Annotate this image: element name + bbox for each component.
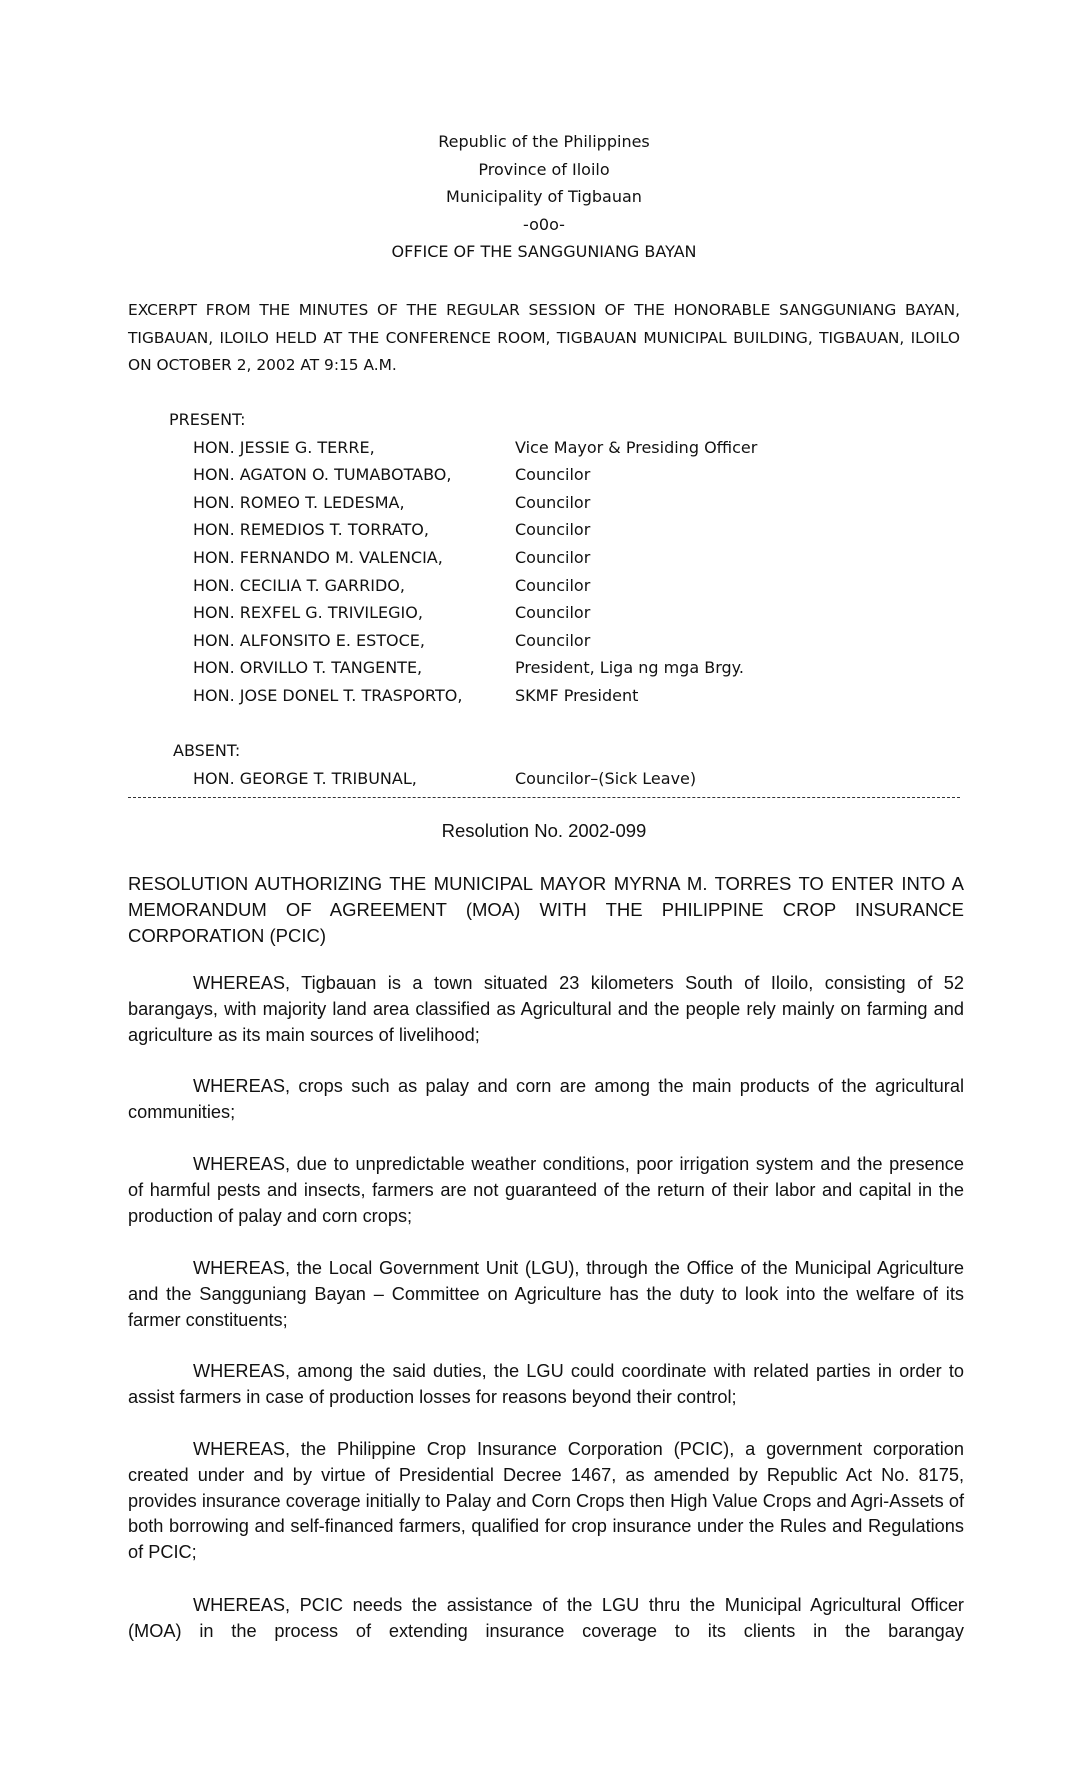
- attendee-row: [0, 544, 900, 572]
- attendee-name: HON. JESSIE G. TERRE,: [193, 437, 375, 457]
- whereas-clause: WHEREAS, Tigbauan is a town situated 23 kilometers South of Iloilo, consisting of 52 barangays, with majority land area classified as Agricultural and the people rely mainly on farming and agriculture as its main sources of livelihood;: [128, 973, 964, 1045]
- attendee-role: Councilor: [515, 575, 591, 595]
- attendee-name: HON. AGATON O. TUMABOTABO,: [193, 465, 452, 485]
- absentee-row: [0, 765, 900, 793]
- attendee-row: [0, 434, 900, 462]
- attendee-role: Councilor: [515, 465, 591, 485]
- whereas-clause: WHEREAS, the Philippine Crop Insurance Corporation (PCIC), a government corporation created under and by virtue of Presidential Decree 1467, as amended by Republic Act No. 8175, provides insurance coverage initially to Palay and Corn Crops then High Value Crops and Agri-Assets of both borrowing and self-financed farmers, qualified for crop insurance under the Rules and Regulations of PCIC;: [128, 1439, 964, 1563]
- attendee-row: [0, 516, 900, 544]
- absent-heading: ABSENT:: [173, 741, 241, 760]
- letterhead-province: Province of Iloilo: [478, 159, 610, 179]
- attendee-role: Councilor: [515, 520, 591, 540]
- letterhead: [0, 128, 1088, 266]
- letterhead-country: Republic of the Philippines: [438, 132, 650, 151]
- whereas-clause: WHEREAS, crops such as palay and corn are among the main products of the agricultural communities;: [128, 1076, 964, 1122]
- whereas-clause: WHEREAS, among the said duties, the LGU could coordinate with related parties in order to assist farmers in case of production losses for reasons beyond their control;: [128, 1361, 964, 1407]
- dashed-divider: [128, 797, 960, 798]
- attendee-name: HON. REXFEL G. TRIVILEGIO,: [193, 603, 423, 623]
- attendee-row: [0, 627, 900, 655]
- whereas-clause: WHEREAS, PCIC needs the assistance of the LGU thru the Municipal Agricultural Officer (MOA) in the process of extending insurance coverage to its clients in the barangay: [128, 1595, 964, 1641]
- attendee-name: HON. ROMEO T. LEDESMA,: [193, 492, 405, 512]
- absentee-role: Councilor–(Sick Leave): [515, 768, 697, 788]
- attendee-name: HON. REMEDIOS T. TORRATO,: [193, 520, 429, 540]
- resolution-title: RESOLUTION AUTHORIZING THE MUNICIPAL MAYOR MYRNA M. TORRES TO ENTER INTO A MEMORANDUM OF AGREEMENT (MOA) WITH THE PHILIPPINE CROP INSURANCE CORPORATION (PCIC): [128, 873, 964, 946]
- letterhead-municipality: Municipality of Tigbauan: [446, 187, 642, 207]
- attendee-role: Vice Mayor & Presiding Officer: [515, 437, 758, 457]
- attendee-role: President, Liga ng mga Brgy.: [515, 658, 744, 678]
- attendee-row: [0, 489, 900, 517]
- attendee-name: HON. FERNANDO M. VALENCIA,: [193, 548, 443, 567]
- whereas-clause: WHEREAS, due to unpredictable weather conditions, poor irrigation system and the presence of harmful pests and insects, farmers are not guaranteed of the return of their labor and capital in the production of palay and corn crops;: [128, 1154, 964, 1226]
- minutes-excerpt: EXCERPT FROM THE MINUTES OF THE REGULAR SESSION OF THE HONORABLE SANGGUNIANG BAYAN, TIGBAUAN, ILOILO HELD AT THE CONFERENCE ROOM, TIGBAUAN MUNICIPAL BUILDING, TIGBAUAN, ILOILO ON OCTOBER 2, 2002 AT 9:15 A.M.: [128, 301, 960, 375]
- attendee-role: Councilor: [515, 630, 591, 650]
- attendee-role: SKMF President: [515, 686, 639, 705]
- attendee-row: [0, 461, 900, 489]
- attendee-row: [0, 654, 900, 682]
- letterhead-ornament: -o0o-: [523, 214, 565, 234]
- attendee-name: HON. ORVILLO T. TANGENTE,: [193, 658, 423, 678]
- absentee-name: HON. GEORGE T. TRIBUNAL,: [193, 768, 417, 788]
- resolution-number: Resolution No. 2002-099: [441, 820, 647, 841]
- present-heading: PRESENT:: [169, 410, 246, 429]
- attendee-row: [0, 682, 900, 710]
- attendee-role: Councilor: [515, 603, 591, 623]
- attendee-row: [0, 599, 900, 627]
- attendee-name: HON. CECILIA T. GARRIDO,: [193, 575, 405, 595]
- attendee-row: [0, 572, 900, 600]
- attendee-role: Councilor: [515, 548, 591, 567]
- attendee-name: HON. ALFONSITO E. ESTOCE,: [193, 630, 425, 650]
- attendee-role: Councilor: [515, 492, 591, 512]
- letterhead-office: OFFICE OF THE SANGGUNIANG BAYAN: [391, 242, 697, 262]
- attendee-name: HON. JOSE DONEL T. TRASPORTO,: [193, 686, 463, 705]
- whereas-clause: WHEREAS, the Local Government Unit (LGU), through the Office of the Municipal Agriculture and the Sangguniang Bayan – Committee on Agriculture has the duty to look into the welfare of its farmer constituents;: [128, 1258, 964, 1330]
